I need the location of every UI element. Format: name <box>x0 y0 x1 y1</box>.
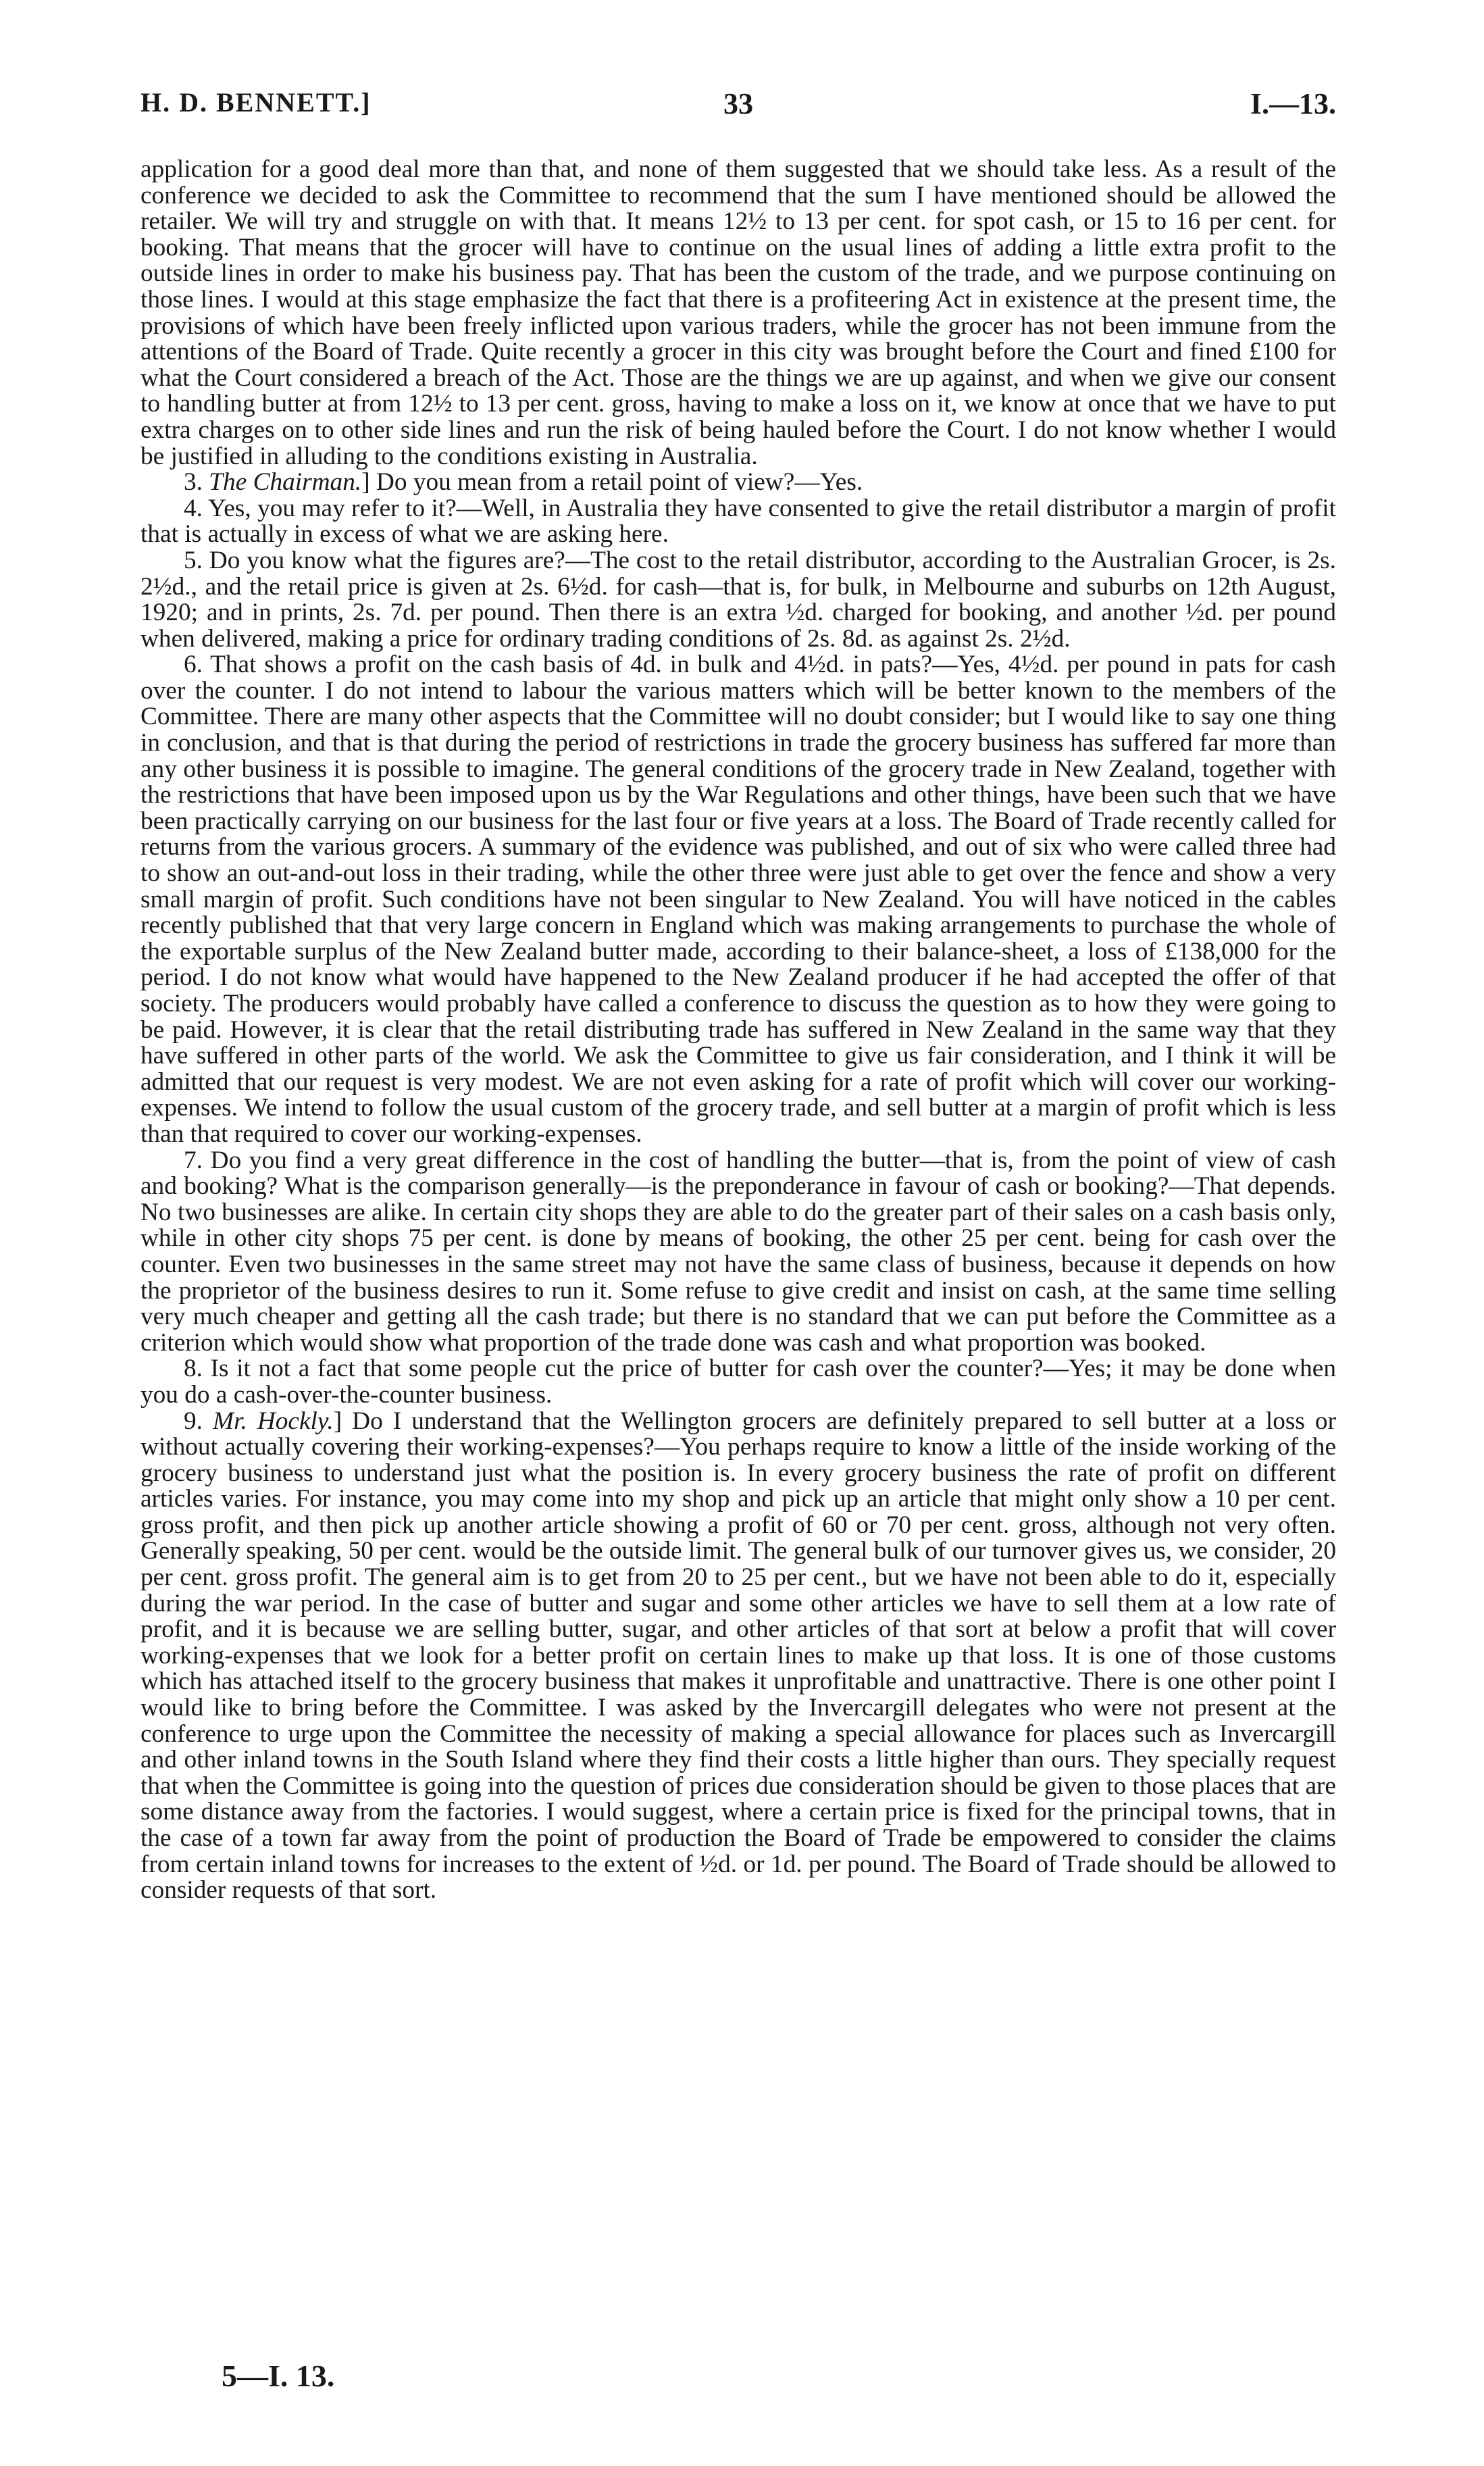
paragraph: application for a good deal more than that, and none of them suggested that we should take less. As a result of the conference we decided to ask the Committee to recommend that the sum I have mentioned should be allowed the retailer. We will try and struggle on with that. It means 12½ to 13 per cent. for spot cash, or 15 to 16 per cent. for booking. That means that the grocer will have to continue on the usual lines of adding a little extra profit to the outside lines in order to make his business pay. That has been the custom of the trade, and we purpose continuing on those lines. I would at this stage emphasize the fact that there is a profiteering Act in existence at the present time, the provisions of which have been freely inflicted upon various traders, while the grocer has not been immune from the attentions of the Board of Trade. Quite recently a grocer in this city was brought before the Court and fined £100 for what the Court considered a breach of the Act. Those are the things we are up against, and when we give our consent to handling butter at from 12½ to 13 per cent. gross, having to make a loss on it, we know at once that we have to put extra charges on to other side lines and run the risk of being hauled before the Court. I do not know whether I would be justified in alluding to the conditions existing in Australia. <box>140 155 1336 470</box>
signature-mark: 5—I. 13. <box>222 2359 335 2393</box>
page-header <box>140 86 1336 127</box>
paragraph: 8. Is it not a fact that some people cut the price of butter for cash over the counter?—Yes; it may be done when you do a cash-over-the-counter business. <box>140 1355 1336 1409</box>
paragraph: 5. Do you know what the figures are?—The cost to the retail distributor, according to the Australian Grocer, is 2s. 2½d., and the retail price is given at 2s. 6½d. for cash—that is, for bulk, in Melbourne and suburbs on 12th August, 1920; and in prints, 2s. 7d. per pound. Then there is an extra ½d. charged for booking, and another ½d. per pound when delivered, making a price for ordinary trading conditions of 2s. 8d. as against 2s. 2½d. <box>140 546 1336 653</box>
speaker-name: The Chairman. <box>209 468 362 497</box>
paragraph: 7. Do you find a very great difference in the cost of handling the butter—that is, from the point of view of cash and booking? What is the comparison generally—is the preponderance in favour of cash or booking?—That depends. No two businesses are alike. In certain city shops they are able to do the greater part of their sales on a cash basis only, while in other city shops 75 per cent. is done by means of booking, the other 25 per cent. being for cash over the counter. Even two businesses in the same street may not have the same class of business, because it depends on how the proprietor of the business desires to run it. Some refuse to give credit and insist on cash, at the same time selling very much cheaper and getting all the cash trade; but there is no standard that we can put before the Committee as a criterion which would show what proportion of the trade done was cash and what proportion was booked. <box>140 1146 1336 1357</box>
witness-name: H. D. BENNETT.] <box>140 87 372 118</box>
paragraph: 6. That shows a profit on the cash basis of 4d. in bulk and 4½d. in pats?—Yes, 4½d. per pound in pats for cash over the counter. I do not intend to labour the various matters which will be better known to the members of the Committee. There are many other aspects that the Committee will no doubt consider; but I would like to say one thing in conclusion, and that is that during the period of restrictions in trade the grocery business has suffered far more than any other business it is possible to imagine. The general conditions of the grocery trade in New Zealand, together with the restrictions that have been imposed upon us by the War Regulations and other things, have been such that we have been practically carrying on our business for the last four or five years at a loss. The Board of Trade recently called for returns from the various grocers. A summary of the evidence was published, and out of six who were called three had to show an out-and-out loss in their trading, while the other three were just able to get over the fence and show a very small margin of profit. Such conditions have not been singular to New Zealand. You will have noticed in the cables recently published that that very large concern in England which was making arrangements to purchase the whole of the exportable surplus of the New Zealand butter made, according to their balance-sheet, a loss of £138,000 for the period. I do not know what would have happened to the New Zealand producer if he had accepted the offer of that society. The producers would probably have called a conference to discuss the question as to how they were going to be paid. However, it is clear that the retail distributing trade has suffered in New Zealand in the same way that they have suffered in other parts of the world. We ask the Committee to give us fair consideration, and I think it will be admitted that our request is very modest. We are not even asking for a rate of profit which will cover our working-expenses. We intend to follow the usual custom of the grocery trade, and sell butter at a margin of profit which is less than that required to cover our working-expenses. <box>140 651 1336 1148</box>
body-text <box>140 157 1336 1904</box>
speaker-name: Mr. Hockly. <box>213 1407 334 1435</box>
page-number: 33 <box>723 87 753 120</box>
paragraph-hockly: 9. Mr. Hockly.] Do I understand that the Wellington grocers are definitely prepared to sell butter at a loss or without actually covering their working-expenses?—You perhaps require to know a little of the inside working of the grocery business to understand just what the position is. In every grocery business the rate of profit on different articles varies. For instance, you may come into my shop and pick up an article that might only show a 10 per cent. gross profit, and then pick up another article showing a profit of 60 or 70 per cent. gross, although not very often. Generally speaking, 50 per cent. would be the outside limit. The general bulk of our turnover gives us, we consider, 20 per cent. gross profit. The general aim is to get from 20 to 25 per cent., but we have not been able to do it, especially during the war period. In the case of butter and sugar and some other articles we have to sell them at a low rate of profit, and it is because we are selling butter, sugar, and other articles of that sort at below a profit that will cover working-expenses that we look for a better profit on certain lines to make up that loss. It is one of those customs which has attached itself to the grocery business that makes it unprofitable and unattractive. There is one other point I would like to bring before the Committee. I was asked by the Invercargill delegates who were not present at the conference to urge upon the Committee the necessity of making a special allowance for places such as Invercargill and other inland towns in the South Island where they find their costs a little higher than ours. They specially request that when the Committee is going into the question of prices due consideration should be given to those places that are some distance away from the factories. I would suggest, where a certain price is fixed for the principal towns, that in the case of a town far away from the point of production the Board of Trade be empowered to consider the claims from certain inland towns for increases to the extent of ½d. or 1d. per pound. The Board of Trade should be allowed to consider requests of that sort. <box>140 1407 1336 1905</box>
paragraph-chairman: 3. The Chairman.] Do you mean from a retail point of view?—Yes. <box>184 468 863 497</box>
document-reference: I.—13. <box>1250 87 1336 120</box>
paragraph: 4. Yes, you may refer to it?—Well, in Australia they have consented to give the retail distributor a margin of profit that is actually in excess of what we are asking here. <box>140 494 1336 549</box>
